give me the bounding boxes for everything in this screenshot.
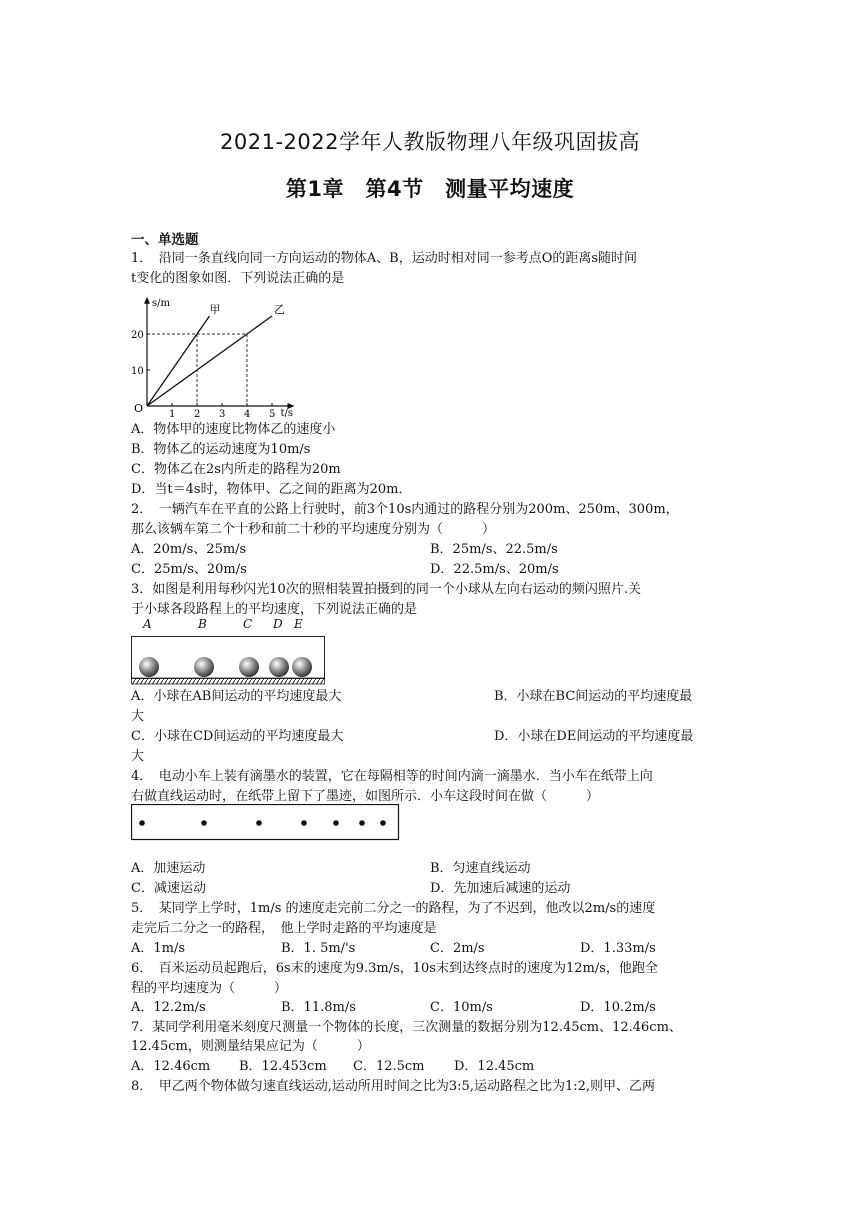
q6-option-b: B．11.8m/s [281,1000,356,1015]
document-subtitle: 第1章 第4节 测量平均速度 [285,177,575,201]
q5-option-d: D．1.33m/s [580,941,656,956]
q2-option-c: C．25m/s、20m/s [131,562,247,577]
q5-option-b: B．1. 5m/'s [281,941,356,956]
strobe-ground [132,678,325,684]
q2-stem-line2: 那么该辆车第二个十秒和前二十秒的平均速度分别为（ ） [131,522,496,537]
q3-option-a: A．小球在AB间运动的平均速度最大 [131,689,342,704]
y-tick-label: 20 [131,330,144,341]
q7-stem-line1: 7．某同学利用毫米刻度尺测量一个物体的长度，三次测量的数据分别为12.45cm、12.46cm、 [131,1020,682,1035]
strobe-ball [194,657,214,677]
series-label: 乙 [274,303,285,316]
strobe-label-b: B [198,617,207,631]
x-axis-label: t/s [280,408,294,419]
q3-option-b: B．小球在BC间运动的平均速度最 [494,689,693,704]
x-tick-label: 5 [269,409,276,420]
q5-option-a: A．1m/s [131,941,186,956]
q2-option-b: B．25m/s、22.5m/s [430,542,558,557]
strobe-ball [269,657,289,677]
q3-option-b-continued: 大 [131,709,145,724]
strobe-label-a: A [143,617,152,631]
q1-option-d: D．当t＝4s时，物体甲、乙之间的距离为20m． [131,482,412,497]
ink-dot [301,820,307,826]
origin-label: O [134,402,144,415]
x-tick-label: 4 [244,409,251,420]
paper-tape [132,805,399,840]
q1-option-c: C．物体乙在2s内所走的路程为20m [131,462,341,477]
q3-stem-line1: 3．如图是利用每秒闪光10次的照相装置拍摄到的同一个小球从左向右运动的频闪照片.关 [131,582,641,597]
q7-option-b: B．12.453cm [239,1059,327,1074]
q4-option-b: B．匀速直线运动 [430,861,531,876]
q3-stem-line2: 于小球各段路程上的平均速度，下列说法正确的是 [131,602,418,617]
q5-stem-line1: 5． 某同学上学时，1m/s 的速度走完前二分之一的路程，为了不迟到，他改以2m/s的速度 [131,901,656,916]
y-tick-label: 10 [131,366,144,377]
q7-option-a: A．12.46cm [131,1059,211,1074]
series-label: 甲 [209,303,221,316]
ink-dot [333,820,339,826]
q4-option-a: A．加速运动 [131,861,206,876]
q8-stem-line1: 8． 甲乙两个物体做匀速直线运动,运动所用时间之比为3:5,运动路程之比为1:2,则甲、乙两 [131,1079,656,1094]
y-axis-arrow [144,297,150,304]
q5-stem-line2: 走完后二分之一的路程， 他上学时走路的平均速度是 [131,921,437,936]
q1-stem-line1: 1． 沿同一条直线向同一方向运动的物体A、B，运动时相对同一参考点O的距离s随时间 [131,251,638,266]
q3-option-d-continued: 大 [131,749,145,764]
series-line [147,316,272,406]
chart-series [147,303,285,406]
q7-stem-line2: 12.45cm，则测量结果应记为（ ） [131,1039,370,1054]
q6-stem-line1: 6． 百米运动员起跑后，6s末的速度为9.3m/s，10s末到达终点时的速度为12m/s，他跑全 [131,961,658,976]
y-axis-label: s/m [152,297,170,309]
q1-option-a: A．物体甲的速度比物体乙的速度小 [131,422,336,437]
strobe-label-c: C [243,617,253,631]
ink-dot [139,820,145,826]
q6-option-c: C．10m/s [430,1000,493,1015]
q6-option-d: D．10.2m/s [580,1000,656,1015]
ink-dot [380,820,386,826]
strobe-ball [239,657,259,677]
q1-option-b: B．物体乙的运动速度为10m/s [131,442,311,457]
ink-dot [201,820,207,826]
series-line [147,316,210,406]
x-tick-label: 1 [169,409,176,420]
q2-option-a: A．20m/s、25m/s [131,542,247,557]
strobe-ball [139,657,159,677]
q3-option-d: D．小球在DE间运动的平均速度最 [494,729,694,744]
q2-stem-line1: 2． 一辆汽车在平直的公路上行驶时，前3个10s内通过的路程分别为200m、250m、300m， [131,502,679,517]
ink-dot [256,820,262,826]
q4-option-c: C．减速运动 [131,881,206,896]
ink-dot [359,820,365,826]
document-title: 2021-2022学年人教版物理八年级巩固拔高 [220,130,640,154]
q7-option-d: D．12.45cm [454,1059,535,1074]
q7-option-c: C．12.5cm [353,1059,425,1074]
q2-option-d: D．22.5m/s、20m/s [430,562,559,577]
q4-option-d: D．先加速后减速的运动 [430,881,571,896]
q6-stem-line2: 程的平均速度为（ ） [131,981,288,996]
x-tick-label: 3 [219,409,226,420]
x-tick-label: 2 [194,409,201,420]
section-heading: 一、单选题 [131,232,199,248]
q1-stem-line2: t变化的图象如图．下列说法正确的是 [131,271,345,286]
strobe-label-d: D [273,617,283,631]
q3-option-c: C．小球在CD间运动的平均速度最大 [131,729,344,744]
q4-stem-line1: 4． 电动小车上装有滴墨水的装置，它在每隔相等的时间内滴一滴墨水．当小车在纸带上向 [131,769,653,784]
strobe-ball [292,657,312,677]
q6-option-a: A．12.2m/s [131,1000,206,1015]
q5-option-c: C．2m/s [430,941,485,956]
q1-s-t-graph [131,288,321,420]
strobe-label-e: E [294,617,303,631]
q4-ink-tape [131,804,401,842]
q3-strobe-photo [131,614,327,688]
q4-stem-line2: 右做直线运动时，在纸带上留下了墨迹，如图所示．小车这段时间在做（ ） [131,789,600,804]
